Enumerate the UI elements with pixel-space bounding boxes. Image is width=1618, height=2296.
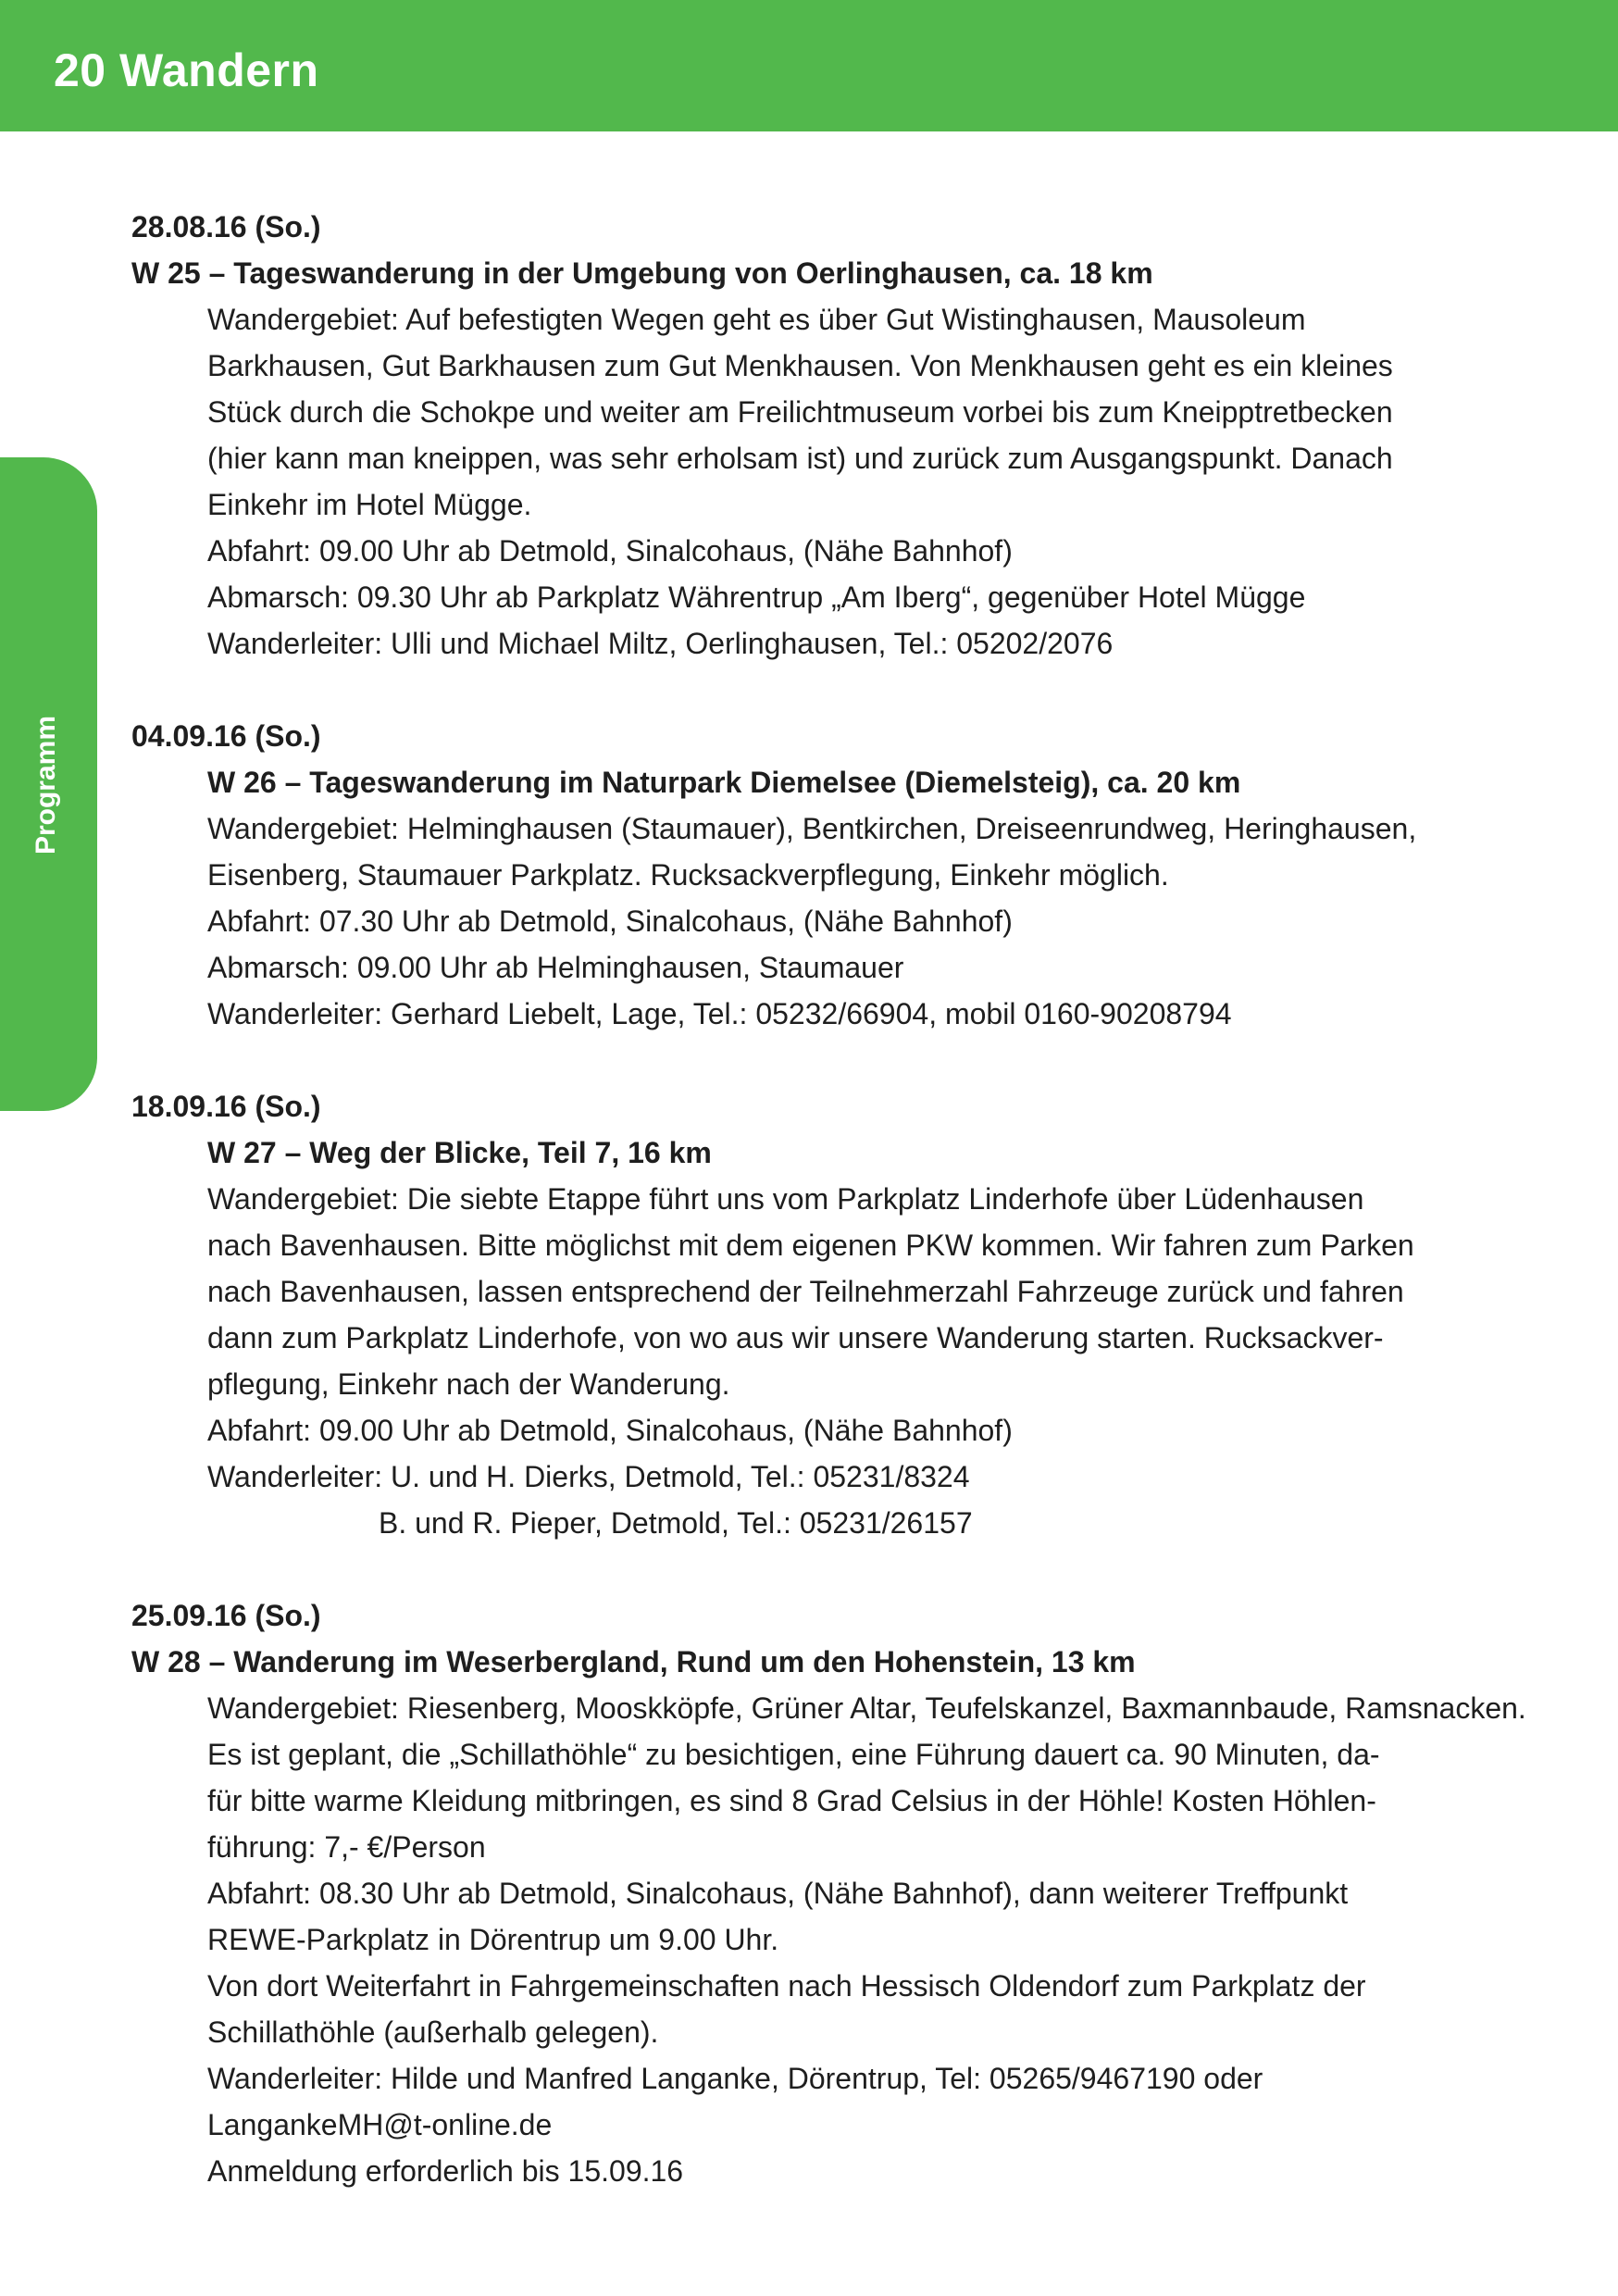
event-title: W 26 – Tageswanderung im Naturpark Diemelsee (Diemelsteig), ca. 20 km (207, 766, 1241, 799)
event-departure: Abfahrt: 07.30 Uhr ab Detmold, Sinalcohaus, (Nähe Bahnhof) (207, 905, 1013, 938)
event-date: 04.09.16 (So.) (131, 719, 321, 753)
event-title: W 27 – Weg der Blicke, Teil 7, 16 km (207, 1136, 712, 1169)
event-title: W 25 – Tageswanderung in der Umgebung von Oerlinghausen, ca. 18 km (131, 256, 1153, 290)
event-start: Abmarsch: 09.30 Uhr ab Parkplatz Währentrup „Am Iberg“, gegenüber Hotel Mügge (207, 580, 1306, 614)
event-line: Wandergebiet: Riesenberg, Mooskköpfe, Grüner Altar, Teufelskanzel, Baxmannbaude, Ramsnacken. (207, 1691, 1526, 1725)
event-line: nach Bavenhausen, lassen entsprechend der Teilnehmerzahl Fahrzeuge zurück und fahren (207, 1275, 1404, 1308)
event-line: Es ist geplant, die „Schillathöhle“ zu besichtigen, eine Führung dauert ca. 90 Minuten, da- (207, 1738, 1380, 1771)
page-title: 20 Wandern (54, 44, 319, 96)
event-w26 (131, 713, 1501, 1037)
event-departure: Abfahrt: 09.00 Uhr ab Detmold, Sinalcohaus, (Nähe Bahnhof) (207, 1414, 1013, 1447)
event-description (131, 805, 1501, 1037)
event-line: Von dort Weiterfahrt in Fahrgemeinschaften nach Hessisch Oldendorf zum Parkplatz der (207, 1969, 1366, 2003)
event-leader-extra: B. und R. Pieper, Detmold, Tel.: 05231/26157 (379, 1506, 973, 1540)
event-line: für bitte warme Kleidung mitbringen, es sind 8 Grad Celsius in der Höhle! Kosten Höhlen- (207, 1784, 1376, 1817)
event-leader: Wanderleiter: Gerhard Liebelt, Lage, Tel.: 05232/66904, mobil 0160-90208794 (207, 997, 1232, 1030)
event-line: Wandergebiet: Helminghausen (Staumauer), Bentkirchen, Dreiseenrundweg, Heringhausen, (207, 812, 1417, 845)
event-departure: Abfahrt: 09.00 Uhr ab Detmold, Sinalcohaus, (Nähe Bahnhof) (207, 534, 1013, 568)
side-tab-label: Programm (31, 715, 61, 855)
event-leader: Wanderleiter: Ulli und Michael Miltz, Oerlinghausen, Tel.: 05202/2076 (207, 627, 1114, 660)
event-date: 28.08.16 (So.) (131, 210, 321, 243)
event-line: dann zum Parkplatz Linderhofe, von wo aus wir unsere Wanderung starten. Rucksackver- (207, 1321, 1384, 1354)
event-description (131, 1176, 1501, 1546)
event-leader: Wanderleiter: U. und H. Dierks, Detmold, Tel.: 05231/8324 (207, 1460, 970, 1493)
event-line: Stück durch die Schokpe und weiter am Freilichtmuseum vorbei bis zum Kneipptretbecken (207, 395, 1393, 429)
event-line: REWE-Parkplatz in Dörentrup um 9.00 Uhr. (207, 1923, 779, 1956)
event-date: 18.09.16 (So.) (131, 1090, 321, 1123)
event-line: Schillathöhle (außerhalb gelegen). (207, 2015, 659, 2049)
event-w25 (131, 204, 1501, 667)
event-registration: Anmeldung erforderlich bis 15.09.16 (207, 2154, 684, 2188)
event-email[interactable]: LangankeMH@t-online.de (207, 2108, 553, 2141)
header-bar (0, 0, 1618, 131)
event-line: nach Bavenhausen. Bitte möglichst mit dem eigenen PKW kommen. Wir fahren zum Parken (207, 1229, 1414, 1262)
event-departure: Abfahrt: 08.30 Uhr ab Detmold, Sinalcohaus, (Nähe Bahnhof), dann weiterer Treffpunkt (207, 1877, 1349, 1910)
program-list (131, 204, 1526, 2240)
event-date: 25.09.16 (So.) (131, 1599, 321, 1632)
event-w27 (131, 1083, 1501, 1546)
event-line: Eisenberg, Staumauer Parkplatz. Rucksackverpflegung, Einkehr möglich. (207, 858, 1169, 892)
event-line: Einkehr im Hotel Mügge. (207, 488, 532, 521)
event-line: pflegung, Einkehr nach der Wanderung. (207, 1367, 730, 1401)
event-line: Barkhausen, Gut Barkhausen zum Gut Menkhausen. Von Menkhausen geht es ein kleines (207, 349, 1393, 382)
event-start: Abmarsch: 09.00 Uhr ab Helminghausen, Staumauer (207, 951, 904, 984)
event-leader: Wanderleiter: Hilde und Manfred Langanke, Dörentrup, Tel: 05265/9467190 oder (207, 2062, 1263, 2095)
event-description (131, 1685, 1526, 2194)
event-line: (hier kann man kneippen, was sehr erholsam ist) und zurück zum Ausgangspunkt. Danach (207, 442, 1393, 475)
event-w28 (131, 1592, 1526, 2194)
event-description (131, 296, 1501, 667)
event-line: führung: 7,- €/Person (207, 1830, 486, 1864)
event-title: W 28 – Wanderung im Weserbergland, Rund um den Hohenstein, 13 km (131, 1645, 1136, 1678)
event-line: Wandergebiet: Auf befestigten Wegen geht es über Gut Wistinghausen, Mausoleum (207, 303, 1306, 336)
event-line: Wandergebiet: Die siebte Etappe führt uns vom Parkplatz Linderhofe über Lüdenhausen (207, 1182, 1364, 1216)
